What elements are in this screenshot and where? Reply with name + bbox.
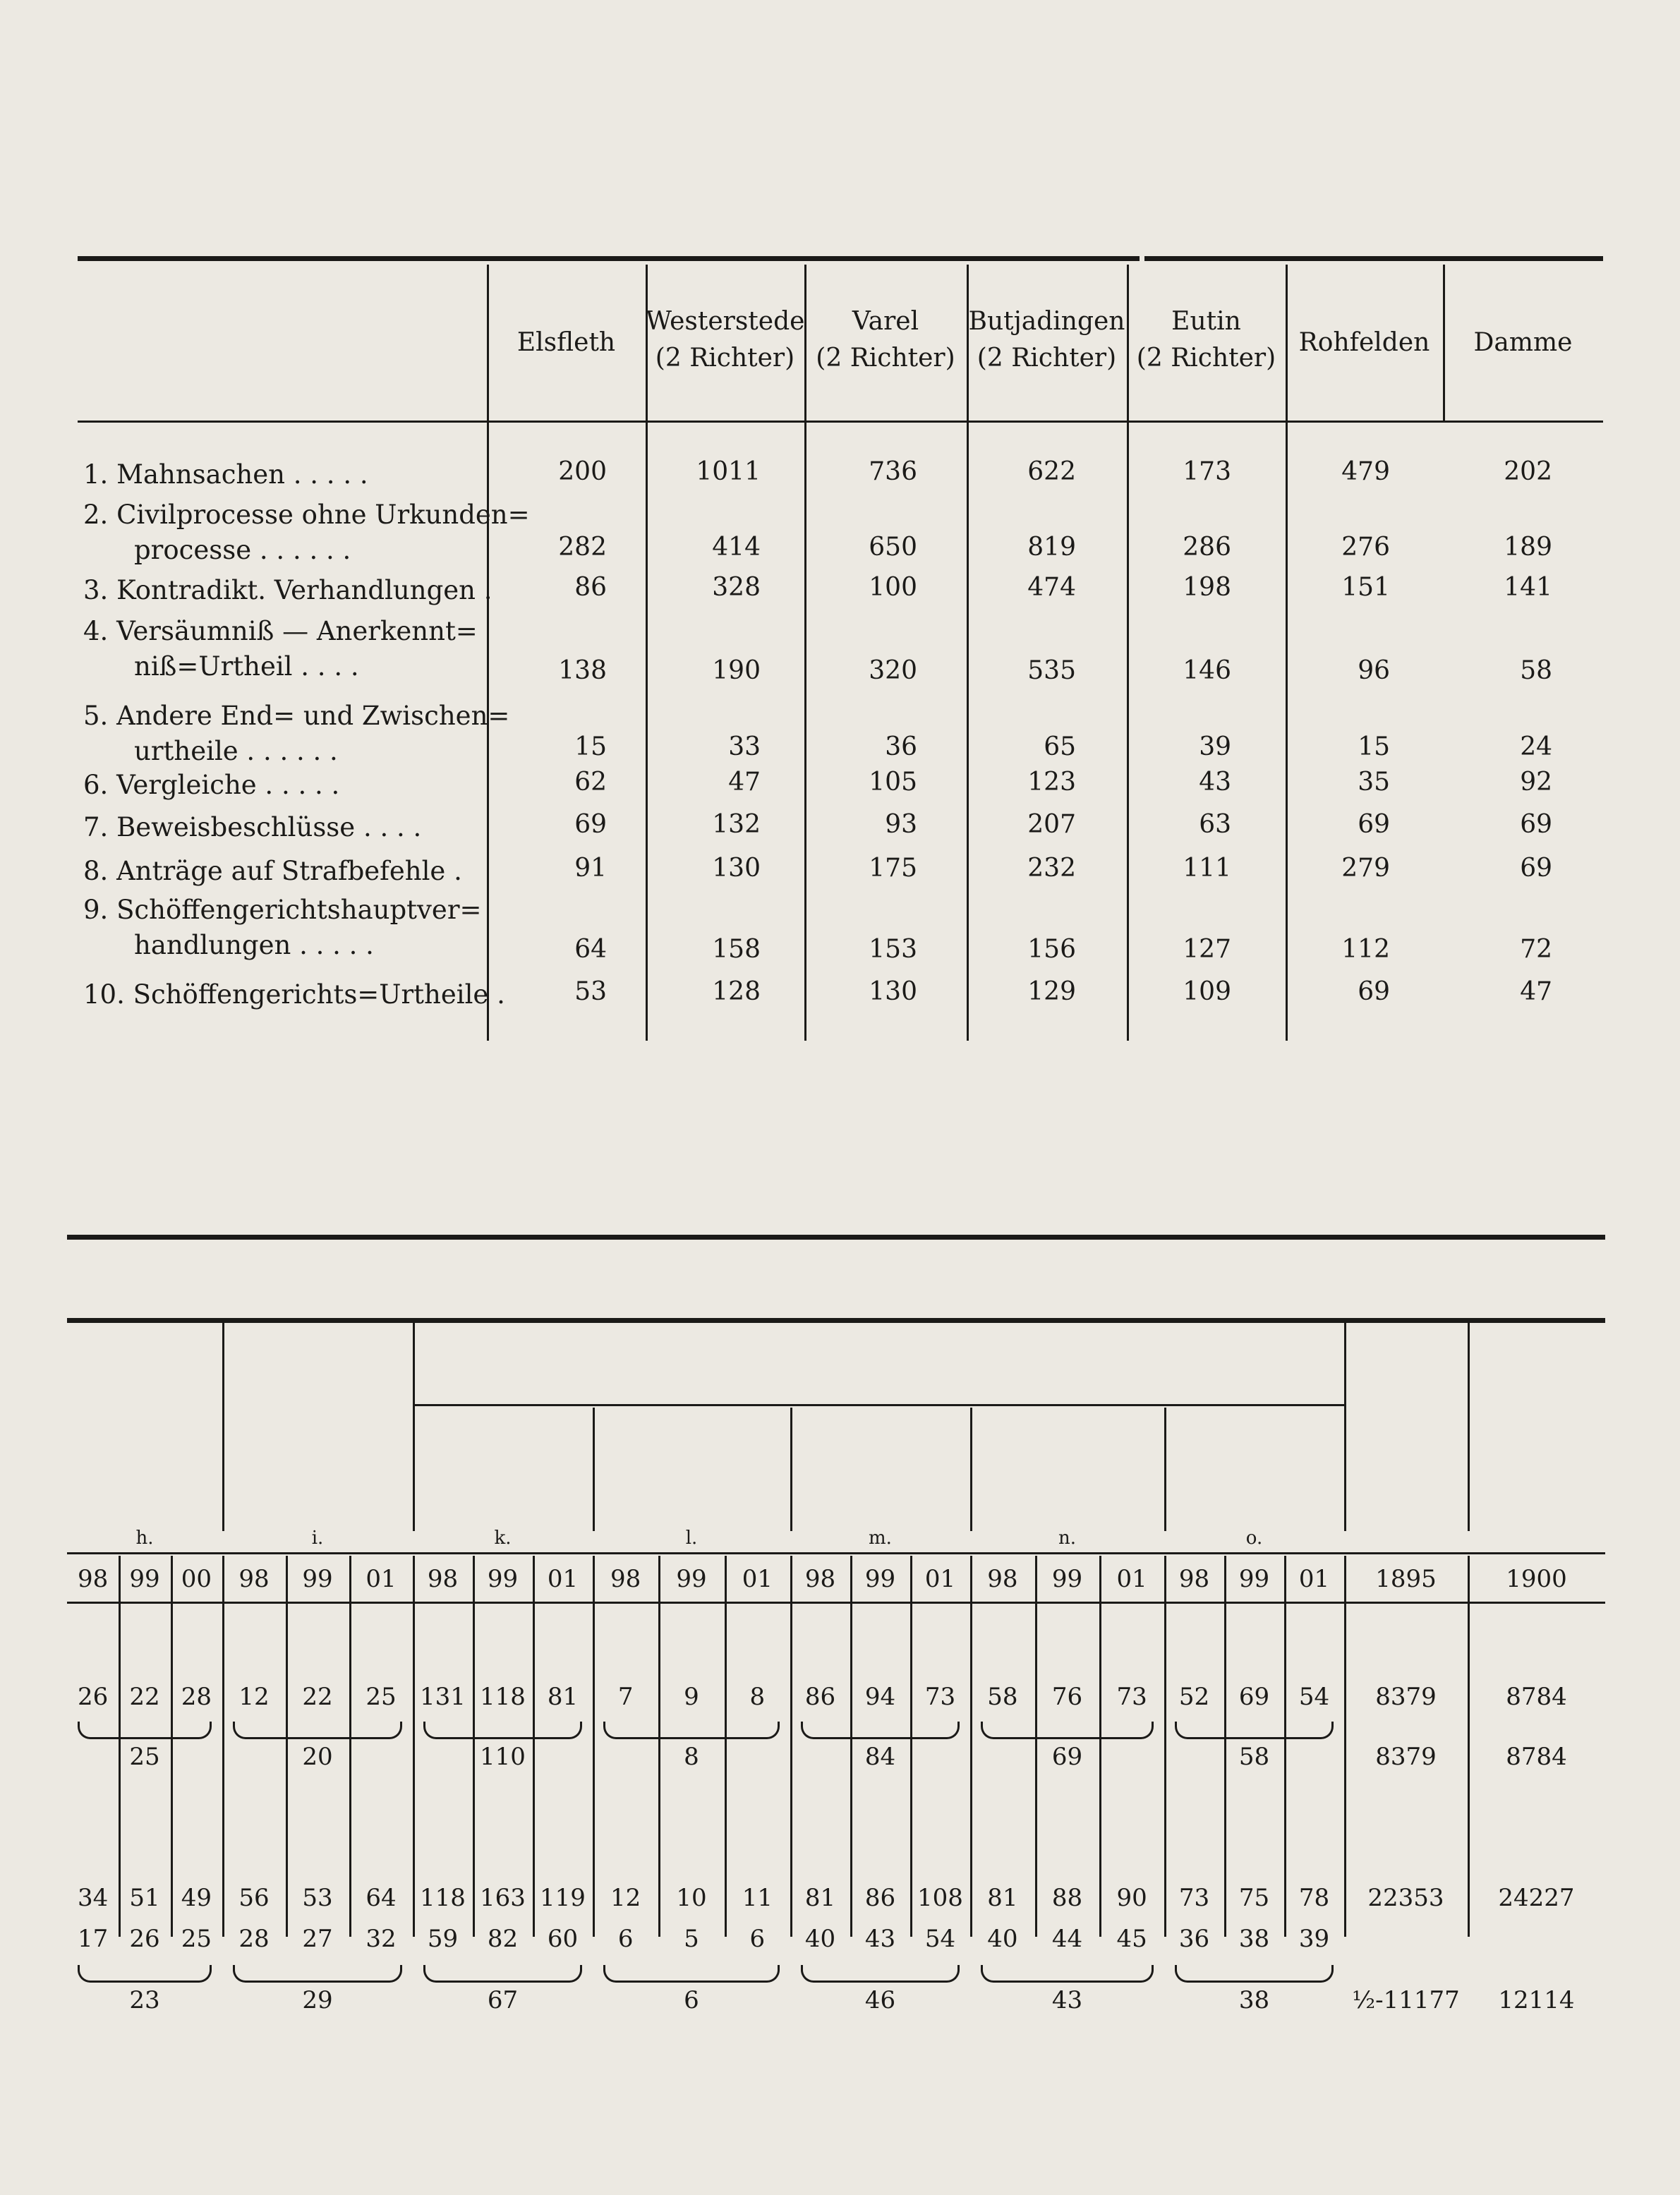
column-header xyxy=(1286,325,1443,361)
table-cell: 38 xyxy=(1238,1925,1270,1953)
year-row-bottom xyxy=(67,1602,1605,1604)
row-label xyxy=(83,893,482,963)
group-brace xyxy=(1175,1965,1334,1983)
column-header-line: (2 Richter) xyxy=(816,344,955,373)
table-cell: 36 xyxy=(1178,1925,1210,1953)
table-cell: 69 xyxy=(1358,977,1390,1006)
table-cell: 86 xyxy=(804,1683,836,1711)
table-cell: 198 xyxy=(1183,573,1231,602)
table-cell: 232 xyxy=(1027,854,1076,883)
table-cell: 17 xyxy=(78,1925,109,1953)
table-cell: 60 xyxy=(547,1925,579,1953)
table-cell: 58 xyxy=(987,1683,1018,1711)
table-cell: 650 xyxy=(869,533,917,562)
table-cell: 65 xyxy=(1044,732,1076,761)
table-cell: 128 xyxy=(712,977,761,1006)
table-cell: 01 xyxy=(1298,1565,1330,1593)
row-label-line: 6. Vergleiche . . . . . xyxy=(83,770,340,800)
col-divider xyxy=(646,265,648,1041)
table-cell: 40 xyxy=(804,1925,836,1953)
table-cell: 12 xyxy=(238,1683,270,1711)
table-cell: 36 xyxy=(885,732,917,761)
table-cell: 98 xyxy=(610,1565,641,1593)
column-header xyxy=(1127,303,1286,377)
table-cell: 40 xyxy=(987,1925,1018,1953)
table-cell: 93 xyxy=(885,810,917,839)
table-cell: 119 xyxy=(540,1884,586,1912)
row-label-line: 8. Anträge auf Strafbefehle . xyxy=(83,856,462,886)
table-cell: 736 xyxy=(869,457,917,486)
table-cell: 52 xyxy=(1178,1683,1210,1711)
table-cell: 43 xyxy=(864,1925,896,1953)
table-cell: 131 xyxy=(420,1683,466,1711)
group-brace xyxy=(233,1722,402,1739)
table-cell: 26 xyxy=(129,1925,160,1953)
table-cell: 64 xyxy=(574,935,607,964)
table-cell: 69 xyxy=(1358,810,1390,839)
table-cell: 320 xyxy=(869,656,917,685)
table-cell: 118 xyxy=(420,1884,466,1912)
table-cell: 202 xyxy=(1504,457,1552,486)
group-average: 43 xyxy=(1051,1986,1083,2014)
table-cell: 622 xyxy=(1027,457,1076,486)
column-header-line: Butjadingen xyxy=(968,307,1125,336)
table-cell: 22 xyxy=(129,1683,160,1711)
group-average: 38 xyxy=(1238,1986,1270,2014)
table-cell: 73 xyxy=(1116,1683,1147,1711)
table-cell: 8 xyxy=(749,1683,766,1711)
table-cell: 24 xyxy=(1520,732,1552,761)
table-cell: 01 xyxy=(924,1565,956,1593)
table-cell: 75 xyxy=(1238,1884,1270,1912)
header-rule xyxy=(78,421,1603,423)
row-label xyxy=(83,854,462,889)
column-header-line: Damme xyxy=(1473,328,1573,357)
table-cell: 45 xyxy=(1116,1925,1147,1953)
group-average: 110 xyxy=(480,1743,526,1771)
table-cell: 82 xyxy=(487,1925,519,1953)
group-average: ½-11177 xyxy=(1352,1986,1460,2014)
table-cell: 63 xyxy=(1199,810,1231,839)
table-cell: 90 xyxy=(1116,1884,1147,1912)
table-cell: 6 xyxy=(617,1925,634,1953)
column-header-line: Rohfelden xyxy=(1298,328,1430,357)
table-cell: 8784 xyxy=(1506,1683,1567,1711)
table-cell: 99 xyxy=(302,1565,333,1593)
table-cell: 112 xyxy=(1341,935,1390,964)
table-cell: 59 xyxy=(427,1925,459,1953)
table-cell: 190 xyxy=(712,656,761,685)
table-cell: 51 xyxy=(129,1884,160,1912)
group-divider xyxy=(1344,1323,1346,1531)
table-cell: 33 xyxy=(728,732,761,761)
table-cell: 34 xyxy=(78,1884,109,1912)
table-cell: 109 xyxy=(1183,977,1231,1006)
table-cell: 00 xyxy=(181,1565,212,1593)
table-cell: 24227 xyxy=(1498,1884,1575,1912)
table-cell: 200 xyxy=(558,457,607,486)
table-cell: 98 xyxy=(238,1565,270,1593)
table-cell: 414 xyxy=(712,533,761,562)
group-average: 8 xyxy=(684,1743,699,1771)
col-divider xyxy=(967,265,969,1041)
table-cell: 99 xyxy=(864,1565,896,1593)
table-cell: 88 xyxy=(1051,1884,1083,1912)
group-brace xyxy=(603,1722,780,1739)
table-cell: 92 xyxy=(1520,768,1552,797)
row-label xyxy=(83,699,509,769)
table-cell: 1900 xyxy=(1506,1565,1567,1593)
row-label-line: 1. Mahnsachen . . . . . xyxy=(83,459,368,490)
row-label-line: handlungen . . . . . xyxy=(134,930,374,960)
table-cell: 27 xyxy=(302,1925,333,1953)
group-divider xyxy=(1468,1323,1470,1531)
table-cell: 12 xyxy=(610,1884,641,1912)
group-brace xyxy=(233,1965,402,1983)
row-label xyxy=(83,614,478,684)
row-label-line: urtheile . . . . . . xyxy=(134,736,338,766)
group-average: 25 xyxy=(129,1743,160,1771)
group-divider xyxy=(1164,1408,1166,1531)
group-brace xyxy=(1175,1722,1334,1739)
table-cell: 54 xyxy=(924,1925,956,1953)
row-label xyxy=(83,768,339,803)
table-cell: 26 xyxy=(78,1683,109,1711)
table-cell: 86 xyxy=(864,1884,896,1912)
column-header-line: Varel xyxy=(852,307,919,336)
table-cell: 98 xyxy=(987,1565,1018,1593)
column-header xyxy=(646,303,804,377)
group-divider xyxy=(790,1408,792,1531)
table-cell: 28 xyxy=(181,1683,212,1711)
table-cell: 53 xyxy=(574,977,607,1006)
table-cell: 7 xyxy=(617,1683,634,1711)
table-cell: 163 xyxy=(480,1884,526,1912)
group-average: 84 xyxy=(864,1743,896,1771)
group-average: 46 xyxy=(864,1986,896,2014)
group-divider xyxy=(222,1323,224,1531)
table-cell: 118 xyxy=(480,1683,526,1711)
table-cell: 474 xyxy=(1027,573,1076,602)
group-average: 20 xyxy=(302,1743,333,1771)
table-cell: 279 xyxy=(1341,854,1390,883)
row-label-line: 7. Beweisbeschlüsse . . . . xyxy=(83,812,422,842)
table-cell: 819 xyxy=(1027,533,1076,562)
table-cell: 81 xyxy=(987,1884,1018,1912)
group-brace xyxy=(801,1965,960,1983)
group-average: 8379 xyxy=(1375,1743,1437,1771)
group-brace xyxy=(423,1965,582,1983)
table-cell: 276 xyxy=(1341,533,1390,562)
table-cell: 99 xyxy=(676,1565,707,1593)
column-letter: o. xyxy=(1245,1528,1263,1549)
table-cell: 132 xyxy=(712,810,761,839)
table-cell: 69 xyxy=(1520,854,1552,883)
group-brace xyxy=(603,1965,780,1983)
table-cell: 100 xyxy=(869,573,917,602)
top-rule-left xyxy=(78,256,1140,261)
group-average: 8784 xyxy=(1506,1743,1567,1771)
column-header-line: Westerstede xyxy=(646,307,805,336)
group-brace xyxy=(78,1965,212,1983)
table-cell: 105 xyxy=(869,768,917,797)
group-divider xyxy=(413,1323,415,1531)
table-cell: 98 xyxy=(427,1565,459,1593)
row-label xyxy=(83,573,492,608)
col-divider xyxy=(1286,265,1288,1041)
group-average: 69 xyxy=(1051,1743,1083,1771)
table-cell: 130 xyxy=(712,854,761,883)
column-header xyxy=(1443,325,1603,361)
table-cell: 56 xyxy=(238,1884,270,1912)
table-cell: 81 xyxy=(804,1884,836,1912)
table-cell: 76 xyxy=(1051,1683,1083,1711)
column-letter: l. xyxy=(685,1528,698,1549)
footer-text xyxy=(182,2025,210,2058)
row-label-line: 2. Civilprocesse ohne Urkunden= xyxy=(83,500,530,530)
group-average: 58 xyxy=(1238,1743,1270,1771)
table-cell: 91 xyxy=(574,854,607,883)
row-label-line: 10. Schöffengerichts=Urtheile . xyxy=(83,979,505,1010)
table-cell: 138 xyxy=(558,656,607,685)
table-cell: 282 xyxy=(558,533,607,562)
table-cell: 43 xyxy=(1199,768,1231,797)
top-rule-right xyxy=(1144,256,1603,261)
column-letter: n. xyxy=(1058,1528,1076,1549)
table-cell: 158 xyxy=(712,935,761,964)
group-average: 23 xyxy=(129,1986,160,2014)
table-cell: 98 xyxy=(804,1565,836,1593)
group-average: 67 xyxy=(487,1986,519,2014)
group-average: 6 xyxy=(684,1986,699,2014)
column-header-line: (2 Richter) xyxy=(1136,344,1276,373)
table-cell: 78 xyxy=(1298,1884,1330,1912)
strafprozess-underline xyxy=(413,1404,1344,1406)
table-cell: 54 xyxy=(1298,1683,1330,1711)
table-cell: 69 xyxy=(574,810,607,839)
row-label xyxy=(83,497,530,568)
column-header-line: (2 Richter) xyxy=(977,344,1117,373)
table-cell: 153 xyxy=(869,935,917,964)
row-label-line: 4. Versäumniß — Anerkennt= xyxy=(83,616,478,646)
col-divider xyxy=(1127,265,1129,1041)
table-cell: 535 xyxy=(1027,656,1076,685)
group-brace xyxy=(981,1965,1154,1983)
column-header xyxy=(804,303,967,377)
table-cell: 25 xyxy=(181,1925,212,1953)
table2-top-rule xyxy=(67,1318,1605,1323)
table-cell: 1011 xyxy=(696,457,761,486)
group-brace xyxy=(423,1722,582,1739)
table-cell: 73 xyxy=(924,1683,956,1711)
table-cell: 141 xyxy=(1504,573,1552,602)
column-header-line: (2 Richter) xyxy=(655,344,795,373)
table-cell: 01 xyxy=(365,1565,397,1593)
row-label xyxy=(83,977,505,1012)
table-cell: 130 xyxy=(869,977,917,1006)
row-label-line: niß=Urtheil . . . . xyxy=(134,651,359,682)
table-cell: 01 xyxy=(1116,1565,1147,1593)
row-label xyxy=(83,457,368,492)
group-brace xyxy=(801,1722,960,1739)
table-cell: 99 xyxy=(1238,1565,1270,1593)
table-cell: 146 xyxy=(1183,656,1231,685)
table-cell: 99 xyxy=(129,1565,160,1593)
table-cell: 10 xyxy=(676,1884,707,1912)
table-cell: 5 xyxy=(684,1925,699,1953)
table-cell: 01 xyxy=(742,1565,773,1593)
table-cell: 64 xyxy=(365,1884,397,1912)
group-average: 29 xyxy=(302,1986,333,2014)
column-letter: k. xyxy=(494,1528,512,1549)
row-label-line: 5. Andere End= und Zwischen= xyxy=(83,701,510,731)
row-label-line: 9. Schöffengerichtshauptver= xyxy=(83,895,482,925)
table-cell: 86 xyxy=(574,573,607,602)
column-letter: h. xyxy=(135,1528,154,1549)
table-cell: 328 xyxy=(712,573,761,602)
row-label xyxy=(83,810,421,845)
table-cell: 01 xyxy=(547,1565,579,1593)
table-cell: 32 xyxy=(365,1925,397,1953)
table-cell: 35 xyxy=(1358,768,1390,797)
table-cell: 151 xyxy=(1341,573,1390,602)
table-cell: 6 xyxy=(749,1925,766,1953)
group-brace xyxy=(981,1722,1154,1739)
table-cell: 28 xyxy=(238,1925,270,1953)
group-brace xyxy=(78,1722,212,1739)
table-cell: 22353 xyxy=(1367,1884,1444,1912)
table-cell: 99 xyxy=(1051,1565,1083,1593)
table-cell: 39 xyxy=(1298,1925,1330,1953)
col-divider xyxy=(804,265,806,1041)
table-cell: 47 xyxy=(1520,977,1552,1006)
separator-rule xyxy=(67,1235,1605,1240)
table-cell: 99 xyxy=(487,1565,519,1593)
table-cell: 72 xyxy=(1520,935,1552,964)
table-cell: 69 xyxy=(1238,1683,1270,1711)
table-cell: 129 xyxy=(1027,977,1076,1006)
table-cell: 156 xyxy=(1027,935,1076,964)
table-cell: 58 xyxy=(1520,656,1552,685)
table-cell: 73 xyxy=(1178,1884,1210,1912)
table-cell: 8379 xyxy=(1375,1683,1437,1711)
table-cell: 81 xyxy=(547,1683,579,1711)
table-cell: 1895 xyxy=(1375,1565,1437,1593)
table-cell: 189 xyxy=(1504,533,1552,562)
table-cell: 98 xyxy=(78,1565,109,1593)
column-letter: i. xyxy=(311,1528,324,1549)
table-cell: 127 xyxy=(1183,935,1231,964)
table-cell: 108 xyxy=(917,1884,963,1912)
table-cell: 98 xyxy=(1178,1565,1210,1593)
col-divider xyxy=(487,265,489,1041)
table-cell: 173 xyxy=(1183,457,1231,486)
group-divider xyxy=(970,1408,972,1531)
table-cell: 69 xyxy=(1520,810,1552,839)
table-cell: 286 xyxy=(1183,533,1231,562)
table-cell: 49 xyxy=(181,1884,212,1912)
row-label-line: processe . . . . . . xyxy=(134,535,351,565)
table-cell: 53 xyxy=(302,1884,333,1912)
column-letter: m. xyxy=(869,1528,892,1549)
group-divider xyxy=(593,1408,595,1531)
table-cell: 15 xyxy=(1358,732,1390,761)
column-header xyxy=(967,303,1127,377)
table-cell: 123 xyxy=(1027,768,1076,797)
table-cell: 39 xyxy=(1199,732,1231,761)
column-header-line: Eutin xyxy=(1171,307,1241,336)
table-cell: 25 xyxy=(365,1683,397,1711)
table-cell: 11 xyxy=(742,1884,773,1912)
table-cell: 111 xyxy=(1183,854,1231,883)
table-cell: 9 xyxy=(684,1683,699,1711)
table-cell: 15 xyxy=(574,732,607,761)
table-cell: 22 xyxy=(302,1683,333,1711)
table-cell: 44 xyxy=(1051,1925,1083,1953)
row-label-line: 3. Kontradikt. Verhandlungen . xyxy=(83,575,492,605)
table-cell: 62 xyxy=(574,768,607,797)
table-cell: 47 xyxy=(728,768,761,797)
table-cell: 96 xyxy=(1358,656,1390,685)
table-cell: 94 xyxy=(864,1683,896,1711)
column-header xyxy=(487,325,646,361)
group-average: 12114 xyxy=(1498,1986,1575,2014)
table-cell: 207 xyxy=(1027,810,1076,839)
table-cell: 175 xyxy=(869,854,917,883)
column-header-line: Elsfleth xyxy=(516,328,616,357)
table-cell: 479 xyxy=(1341,457,1390,486)
